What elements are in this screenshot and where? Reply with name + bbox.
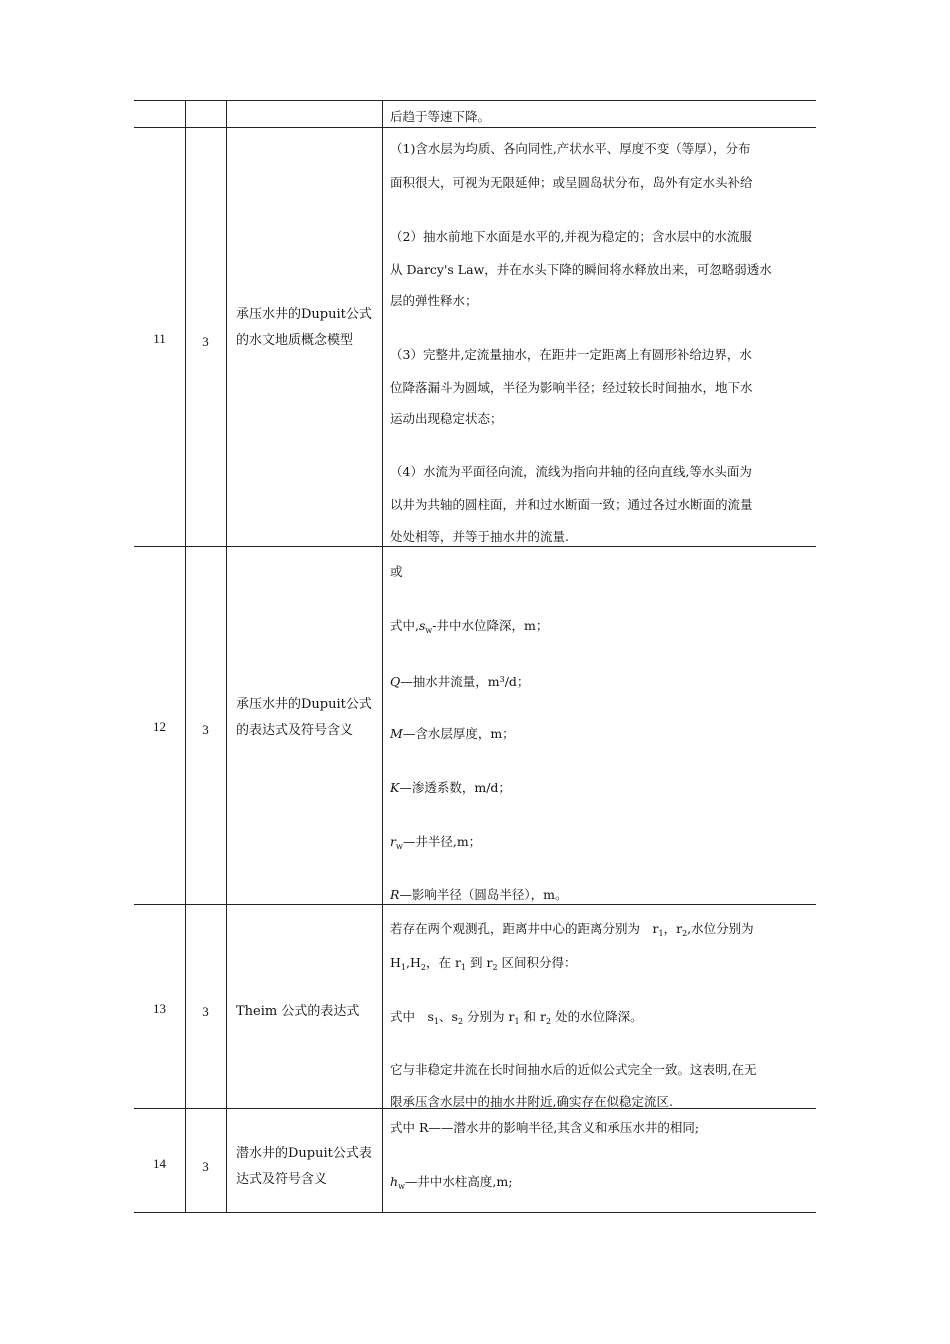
subscript: 1	[514, 1017, 520, 1026]
symbol: r	[390, 834, 396, 849]
subscript: w	[398, 1182, 405, 1191]
row-divider	[134, 546, 816, 547]
text-segment: 区间积分得：	[497, 955, 577, 970]
text-segment: —含水层厚度，m；	[402, 726, 515, 741]
symbol-definition	[390, 833, 812, 856]
content-line: 位降落漏斗为圆域，半径为影响半径；经过较长时间抽水，地下水	[390, 380, 753, 395]
text-segment: —影响半径（圆岛半径），m。	[399, 887, 568, 902]
row-divider	[134, 904, 816, 905]
symbol-definition	[390, 886, 812, 904]
column-divider	[382, 100, 383, 1212]
content-line: 从 Darcy's Law，并在水头下降的瞬间将水释放出来，可忽略弱透水	[390, 262, 772, 277]
row-number: 13	[153, 1001, 166, 1016]
symbol: M	[390, 726, 403, 741]
symbol-definition	[390, 617, 812, 640]
subscript: 1	[460, 963, 467, 972]
symbol: Q	[390, 674, 401, 689]
text-segment: ，在 r	[425, 955, 461, 970]
text-segment: 若存在两个观测孔，距离井中心的距离分别为 r	[390, 921, 659, 936]
subscript: w	[395, 842, 403, 851]
text-segment: 分别为 r	[463, 1009, 515, 1024]
row-number: 14	[153, 1156, 166, 1171]
symbol: K	[390, 780, 400, 795]
text-segment: ，r	[663, 921, 683, 936]
row-topic: 潜水井的Dupuit公式表达式及符号含义	[236, 1146, 372, 1187]
content-line: 它与非稳定井流在长时间抽水后的近似公式完全一致。这表明,在无	[390, 1062, 757, 1077]
continued-text: 后趋于等速下降。	[390, 109, 491, 124]
text-segment: —井中水柱高度,m;	[404, 1174, 513, 1189]
row-score: 3	[202, 722, 209, 737]
superscript: 3	[499, 675, 505, 684]
text-segment: ,水位分别为	[687, 921, 754, 936]
table-top-border	[134, 100, 816, 101]
row-topic: 承压水井的Dupuit公式的水文地质概念模型	[236, 307, 372, 348]
content-line: （3）完整井,定流量抽水，在距井一定距离上有圆形补给边界，水	[390, 347, 752, 362]
subscript: 2	[546, 1017, 552, 1026]
symbol-definition	[390, 671, 812, 691]
content-line: 处处相等，并等于抽水井的流量.	[390, 529, 569, 544]
subscript: 2	[420, 963, 426, 972]
text-segment: 式中,	[390, 618, 419, 633]
text-segment: 式中 s	[390, 1009, 434, 1024]
table-bottom-border	[134, 1212, 816, 1213]
text-segment: -井中水位降深，m；	[432, 618, 549, 633]
text-segment: —渗透系数，m/d；	[399, 780, 511, 795]
content-line	[390, 1008, 812, 1031]
subscript: w	[425, 626, 433, 635]
content-line: 层的弹性释水；	[390, 293, 478, 308]
text-segment: 处的水位降深。	[551, 1009, 643, 1024]
row-number: 12	[153, 719, 166, 734]
content-line: 式中 R——潜水井的影响半径,其含义和承压水井的相同;	[390, 1120, 700, 1135]
subscript: 1	[658, 929, 664, 938]
subscript: 2	[457, 1017, 464, 1026]
content-line: （4）水流为平面径向流，流线为指向井轴的径向直线,等水头面为	[390, 464, 752, 479]
content-line: （2）抽水前地下水面是水平的,并视为稳定的；含水层中的水流服	[390, 229, 752, 244]
content-line: （1)含水层为均质、各向同性,产状水平、厚度不变（等厚），分布	[390, 141, 751, 156]
subscript: 1	[433, 1017, 440, 1026]
column-divider	[185, 100, 186, 1212]
text-segment: /d；	[504, 674, 530, 689]
text-segment: 和 r	[519, 1009, 546, 1024]
text-segment: —抽水井流量，m	[400, 674, 500, 689]
symbol-definition	[390, 779, 812, 797]
text-segment: ,H	[406, 955, 421, 970]
row-number: 11	[153, 331, 166, 346]
content-line	[390, 920, 812, 943]
symbol-definition	[390, 725, 812, 743]
content-line: 面积很大，可视为无限延伸；或呈圆岛状分布，岛外有定水头补给	[390, 175, 753, 190]
content-line: 或	[390, 564, 403, 579]
row-score: 3	[202, 334, 209, 349]
symbol: s	[418, 618, 426, 633]
row-topic: Theim 公式的表达式	[236, 1004, 360, 1019]
text-segment: —井半径,m；	[402, 834, 482, 849]
content-line: 运动出现稳定状态；	[390, 411, 503, 426]
text-segment: H	[390, 955, 401, 970]
column-divider	[226, 100, 227, 1212]
subscript: 1	[400, 963, 406, 972]
content-line: 限承压含水层中的抽水井附近,确实存在似稳定流区.	[390, 1094, 673, 1109]
subscript: 2	[682, 929, 688, 938]
row-score: 3	[202, 1004, 209, 1019]
symbol-definition	[390, 1173, 812, 1196]
row-topic: 承压水井的Dupuit公式的表达式及符号含义	[236, 697, 372, 738]
content-line	[390, 954, 812, 977]
row-score: 3	[202, 1159, 209, 1174]
symbol: R	[390, 887, 400, 902]
content-line: 以井为共轴的圆柱面，并和过水断面一致；通过各过水断面的流量	[390, 497, 753, 512]
row-divider	[134, 127, 816, 128]
symbol: h	[390, 1174, 399, 1189]
subscript: 2	[492, 963, 498, 972]
text-segment: 、s	[439, 1009, 458, 1024]
text-segment: 到 r	[466, 955, 493, 970]
